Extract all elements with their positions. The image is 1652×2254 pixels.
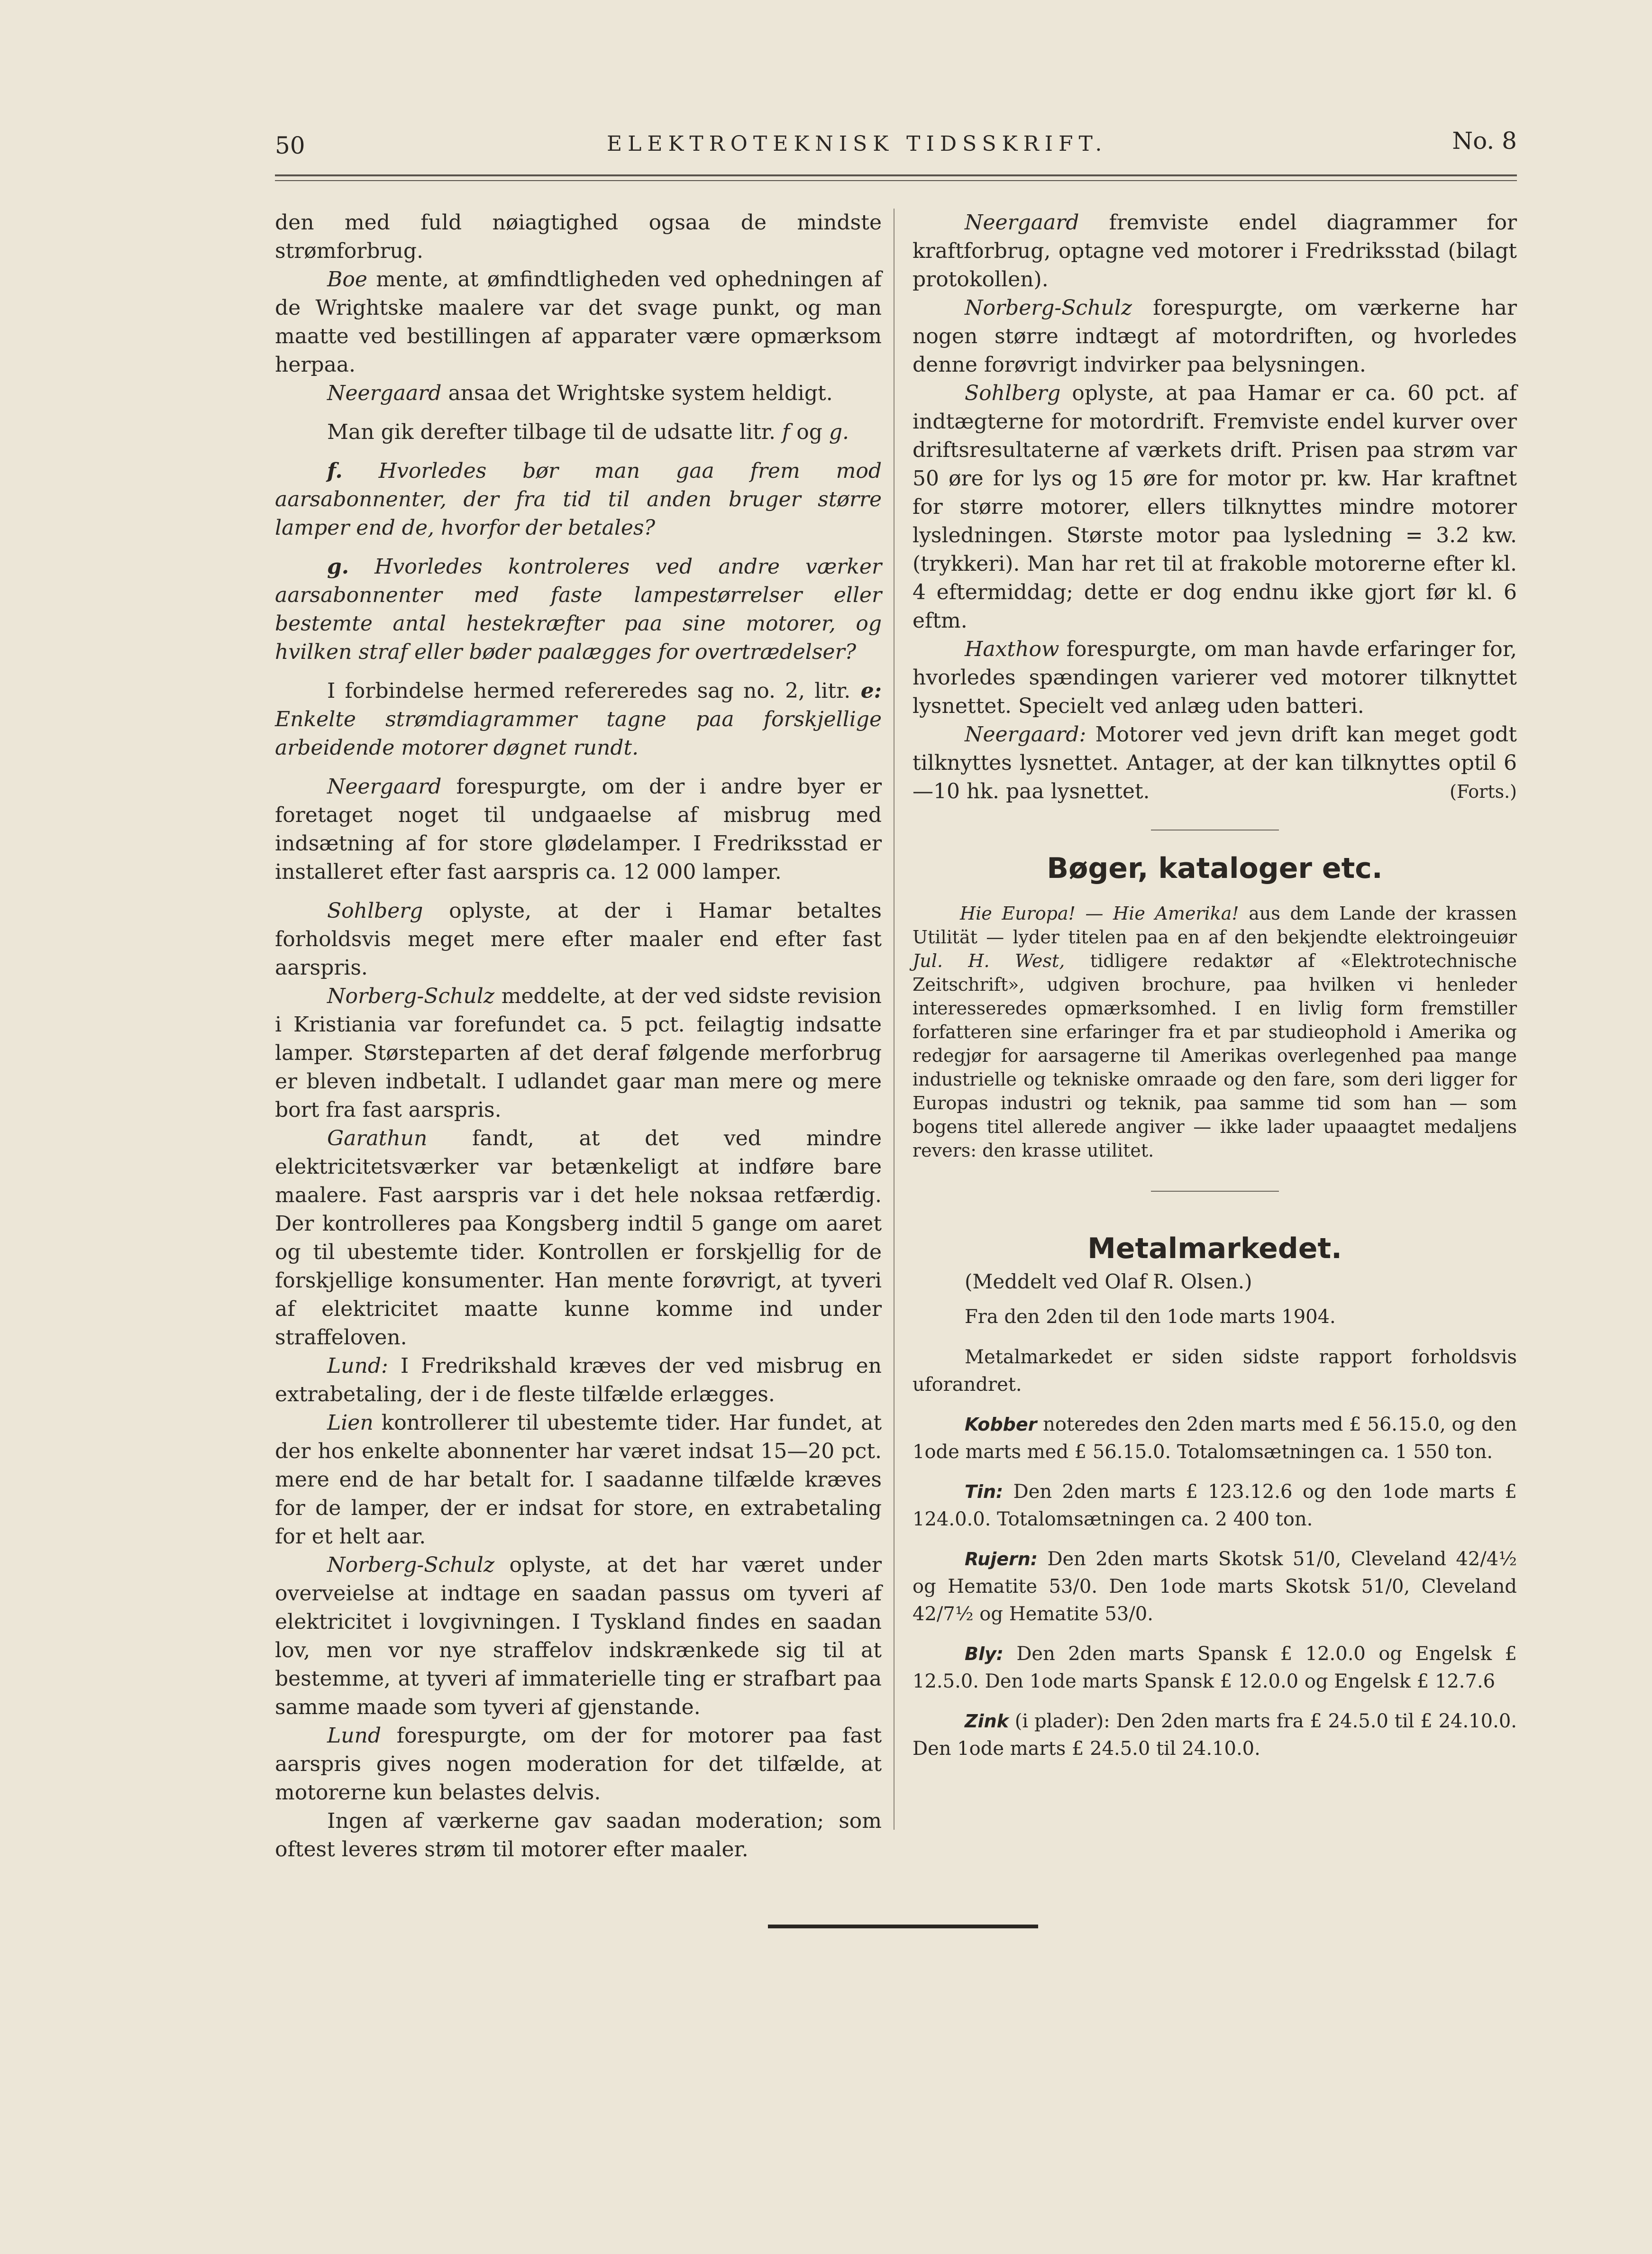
metal-tin: Tin: Den 2den marts £ 123.12.6 og den 1ode marts £ 124.0.0. Totalomsætningen ca. 2 400 ton.: [913, 1481, 1517, 1530]
paragraph: I forbindelse hermed refereredes sag no. 2, litr. e: Enkelte strømdiagrammer tagne paa forskjellige arbeidende motorer døgnet rundt.: [275, 679, 882, 760]
metal-intro: Metalmarkedet er siden sidste rapport forholdsvis uforandret.: [913, 1346, 1517, 1396]
paragraph: Norberg-Schulz meddelte, at der ved sidste revision i Kristiania var forefundet ca. 5 pct. feilagtig indsatte lamper. Størsteparten af det deraf følgende merforbrug er bleven indbetalt. I udlandet gaar man mere og mere bort fra fast aarspris.: [275, 984, 882, 1122]
paragraph: Lien kontrollerer til ubestemte tider. Har fundet, at der hos enkelte abonnenter har været indsat 15—20 pct. mere end de har betalt for. I saadanne tilfælde kræves for de lamper, der er indsat for store, en extrabetaling for et helt aar.: [275, 1411, 882, 1549]
metal-kobber: Kobber noteredes den 2den marts med £ 56.15.0, og den 1ode marts med £ 56.15.0. Totalomsætningen ca. 1 550 ton.: [913, 1414, 1517, 1463]
paragraph: Haxthow forespurgte, om man havde erfaringer for, hvorledes spændingen varierer ved motorer tilknyttet lysnettet. Specielt ved anlæg uden batteri.: [913, 637, 1517, 718]
books-section-title: Bøger, kataloger etc.: [1047, 852, 1383, 885]
paragraph: Ingen af værkerne gav saadan moderation; som oftest leveres strøm til motorer efter maaler.: [275, 1809, 882, 1862]
metal-market: [913, 1343, 1517, 1762]
header-rule: [275, 174, 1517, 176]
right-column: [913, 209, 1517, 1762]
paragraph: Norberg-Schulz forespurgte, om værkerne har nogen større indtægt af motordriften, og hvorledes denne forøvrigt indvirker paa belysningen.: [913, 296, 1517, 377]
metal-date: Fra den 2den til den 1ode marts 1904.: [965, 1306, 1336, 1328]
paragraph: Man gik derefter tilbage til de udsatte litr. f og g.: [327, 420, 849, 444]
section-divider: [1151, 1191, 1279, 1192]
journal-title: ELEKTROTEKNISK TIDSSKRIFT.: [607, 132, 1108, 156]
question-f: f. Hvorledes bør man gaa frem mod aarsabonnenter, der fra tid til anden bruger større lamper end de, hvorfor der betales?: [275, 459, 882, 540]
page-header: [275, 127, 1517, 165]
paragraph: Neergaard forespurgte, om der i andre byer er foretaget noget til undgaaelse af misbrug med indsætning af for store glødelamper. I Fredriksstad er installeret efter fast aarspris ca. 12 000 lamper.: [275, 775, 882, 884]
book-review: Hie Europa! — Hie Amerika! aus dem Lande der krassen Utilität — lyder titelen paa en af den bekjendte elektroingeuiør Jul. H. West, tidligere redaktør af «Elektrotechnische Zeitschrift», udgiven brochure, paa hvilken vi henleder interesseredes opmærksomhed. I en livlig form fremstiller forfatteren sine erfaringer fra et par studieophold i Amerika og redegjør for aarsagerne til Amerikas overlegenhed paa mange industrielle og tekniske omraade og den fare, som deri ligger for Europas industri og teknik, paa samme tid som han — som bogens titel allerede angiver — ikke lader upaaagtet medaljens revers: den krasse utilitet.: [913, 903, 1517, 1161]
paragraph: Lund: I Fredrikshald kræves der ved misbrug en extrabetaling, der i de fleste tilfælde erlægges.: [275, 1354, 882, 1406]
header-rule-thin: [275, 180, 1517, 181]
metal-section-title: Metalmarkedet.: [1087, 1232, 1342, 1265]
paragraph: Boe mente, at ømfindtligheden ved ophedningen af de Wrightske maalere var det svage punkt, og man maatte ved bestillingen af apparater være opmærksom herpaa.: [275, 267, 882, 377]
paragraph: Neergaard fremviste endel diagrammer for kraftforbrug, optagne ved motorer i Fredriksstad (bilagt protokollen).: [913, 210, 1517, 292]
metal-zink: Zink (i plader): Den 2den marts fra £ 24.5.0 til £ 24.10.0. Den 1ode marts £ 24.5.0 til 24.10.0.: [913, 1710, 1517, 1760]
end-rule: [768, 1925, 1038, 1928]
continued-note: (Forts.): [1450, 781, 1517, 802]
metal-source: (Meddelt ved Olaf R. Olsen.): [965, 1270, 1252, 1293]
paragraph: den med fuld nøiagtighed ogsaa de mindste strømforbrug.: [275, 210, 882, 263]
paragraph: Neergaard: Motorer ved jevn drift kan meget godt tilknyttes lysnettet. Antager, at der kan tilknyttes optil 6—10 hk. paa lysnettet. (Forts.): [913, 721, 1517, 806]
metal-bly: Bly: Den 2den marts Spansk £ 12.0.0 og Engelsk £ 12.5.0. Den 1ode marts Spansk £ 12.0.0 og Engelsk £ 12.7.6: [913, 1643, 1517, 1692]
paragraph: Garathun fandt, at det ved mindre elektricitetsværker var betænkeligt at indføre bare maalere. Fast aarspris var i det hele noksaa retfærdig. Der kontrolleres paa Kongsberg indtil 5 gange om aaret og til ubestemte tider. Kontrollen er forskjellig for de forskjellige konsumenter. Han mente forøvrigt, at tyveri af elektricitet maatte kunne komme ind under straffeloven.: [275, 1126, 882, 1350]
paragraph: Lund forespurgte, om der for motorer paa fast aarspris gives nogen moderation for det tilfælde, at motorerne kun belastes delvis.: [275, 1724, 882, 1805]
page-number: 50: [275, 132, 305, 159]
paragraph: Neergaard ansaa det Wrightske system heldigt.: [327, 381, 833, 405]
question-g: g. Hvorledes kontroleres ved andre værker aarsabonnenter med faste lampestørrelser eller bestemte antal hestekræfter paa sine motorer, og hvilken straf eller bøder paalægges for overtrædelser?: [275, 555, 882, 664]
paragraph: Norberg-Schulz oplyste, at det har været under overveielse at indtage en saadan passus om tyveri af elektricitet i lovgivningen. I Tyskland findes en saadan lov, men vor nye straffelov indskrænkede sig til at bestemme, at tyveri af immaterielle ting er strafbart paa samme maade som tyveri af gjenstande.: [275, 1553, 882, 1719]
metal-rujern: Rujern: Den 2den marts Skotsk 51/0, Cleveland 42/4½ og Hematite 53/0. Den 1ode marts Skotsk 51/0, Cleveland 42/7½ og Hematite 53/0.: [913, 1548, 1517, 1625]
paragraph: Sohlberg oplyste, at paa Hamar er ca. 60 pct. af indtægterne for motordrift. Fremviste endel kurver over driftsresultaterne af værkets drift. Prisen paa strøm var 50 øre for lys og 15 øre for motor pr. kw. Har kraftnet for større motorer, ellers tilknyttes mindre motorer lysledningen. Største motor paa lysledning = 3.2 kw. (trykkeri). Man har ret til at frakoble motorerne efter kl. 4 eftermiddag; dette er dog endnu ikke gjort før kl. 6 eftm.: [913, 381, 1517, 633]
left-column: [275, 209, 882, 1864]
issue-number: No. 8: [1452, 127, 1517, 155]
books-section: [913, 902, 1517, 1162]
paragraph: Sohlberg oplyste, at der i Hamar betaltes forholdsvis meget mere efter maaler end efter fast aarspris.: [275, 899, 882, 980]
